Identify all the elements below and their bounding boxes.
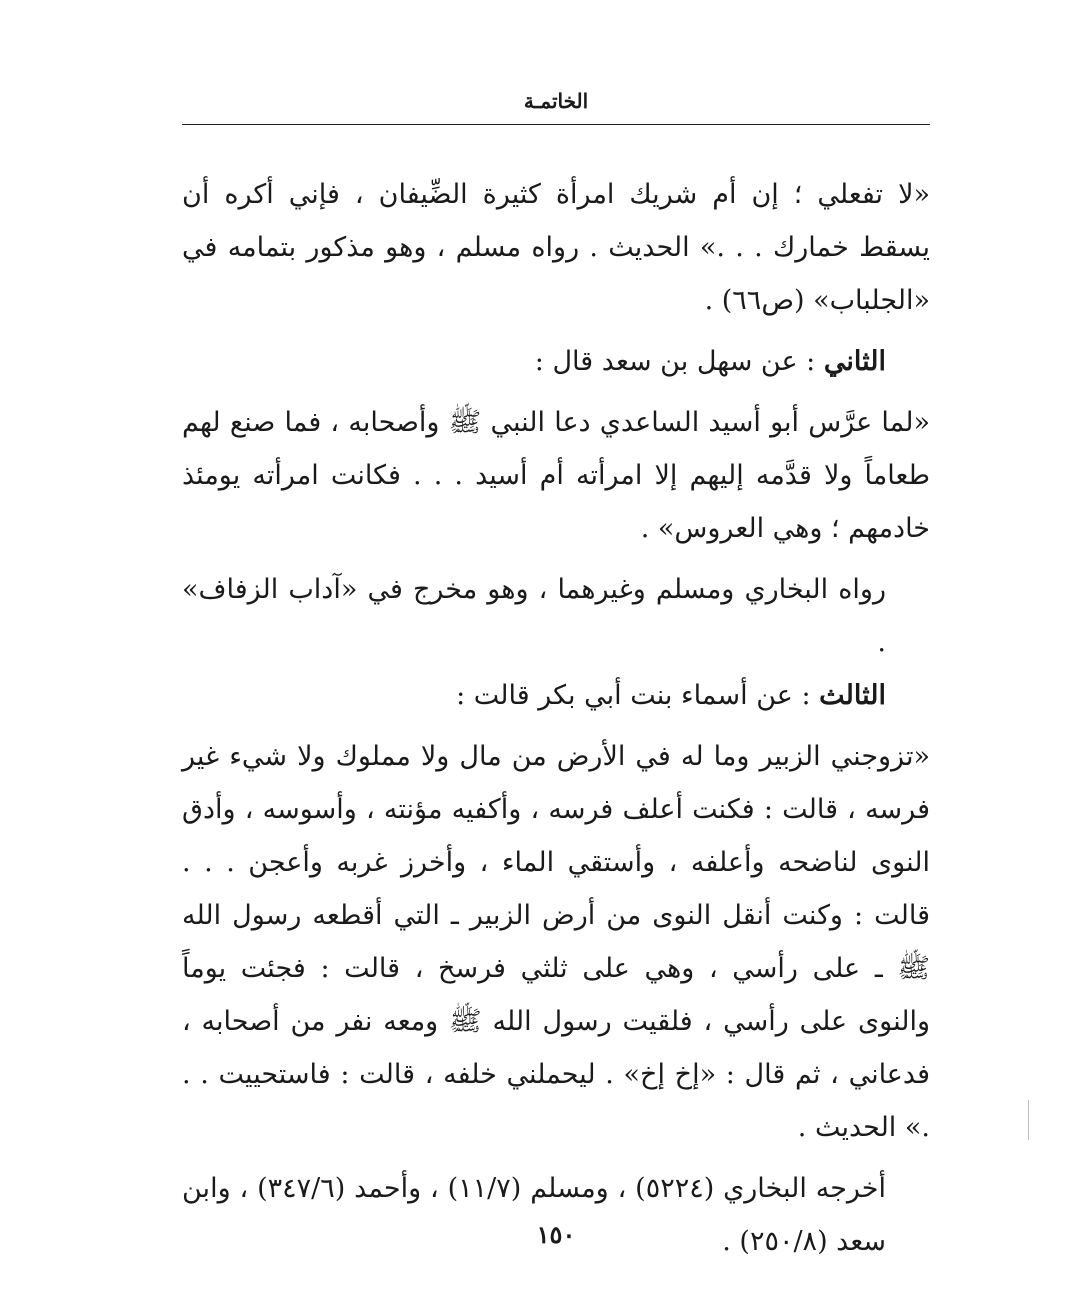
paragraph-text: : عن سهل بن سعد قال : bbox=[534, 346, 816, 377]
paragraph-text: : عن أسماء بنت أبي بكر قالت : bbox=[456, 680, 811, 711]
page-number: ١٥٠ bbox=[536, 1220, 576, 1249]
paragraph-label: الثالث bbox=[819, 680, 886, 711]
paragraph-hadith-2: «لما عرَّس أبو أسيد الساعدي دعا النبي ﷺ وأصحابه ، فما صنع لهم طعاماً ولا قدَّمه إليهم إلا امرأته أم أسيد . . . فكانت امرأته يومئذ خادمهم ؛ وهي العروس» . bbox=[182, 407, 930, 544]
margin-mark bbox=[1028, 1100, 1029, 1140]
paragraph-third-intro bbox=[182, 669, 930, 722]
paragraph-source-3: أخرجه البخاري (٥٢٢٤) ، ومسلم (١١/٧) ، وأحمد (٣٤٧/٦) ، وابن سعد (٢٥٠/٨) . bbox=[182, 1173, 886, 1257]
header-rule bbox=[182, 124, 930, 125]
paragraph-source-2: رواه البخاري ومسلم وغيرهما ، وهو مخرج في «آداب الزفاف» . bbox=[182, 574, 886, 658]
paragraph-hadith-3: «تزوجني الزبير وما له في الأرض من مال ولا مملوك ولا شيء غير فرسه ، قالت : فكنت أعلف فرسه ، وأكفيه مؤنته ، وأسوسه ، وأدق النوى لناضحه وأعلفه ، وأستقي الماء ، وأخرز غربه وأعجن . . . قالت : وكنت أنقل النوى من أرض الزبير ـ التي أقطعه رسول الله ﷺ ـ على رأسي ، وهي على ثلثي فرسخ ، قالت : فجئت يوماً والنوى على رأسي ، فلقيت رسول الله ﷺ ومعه نفر من أصحابه ، فدعاني ، ثم قال : «إخ إخ» . ليحملني خلفه ، قالت : فاستحييت . . .» الحديث . bbox=[182, 741, 930, 1143]
paragraph-hadith-1: «لا تفعلي ؛ إن أم شريك امرأة كثيرة الضِّيفان ، فإني أكره أن يسقط خمارك . . .» الحديث . رواه مسلم ، وهو مذكور بتمامه في «الجلباب» (ص٦٦) . bbox=[182, 179, 930, 316]
running-header: الخاتمـة bbox=[523, 89, 589, 113]
paragraph-second-intro bbox=[182, 335, 930, 388]
body-text bbox=[182, 168, 930, 1268]
paragraph-label: الثاني bbox=[823, 346, 886, 377]
